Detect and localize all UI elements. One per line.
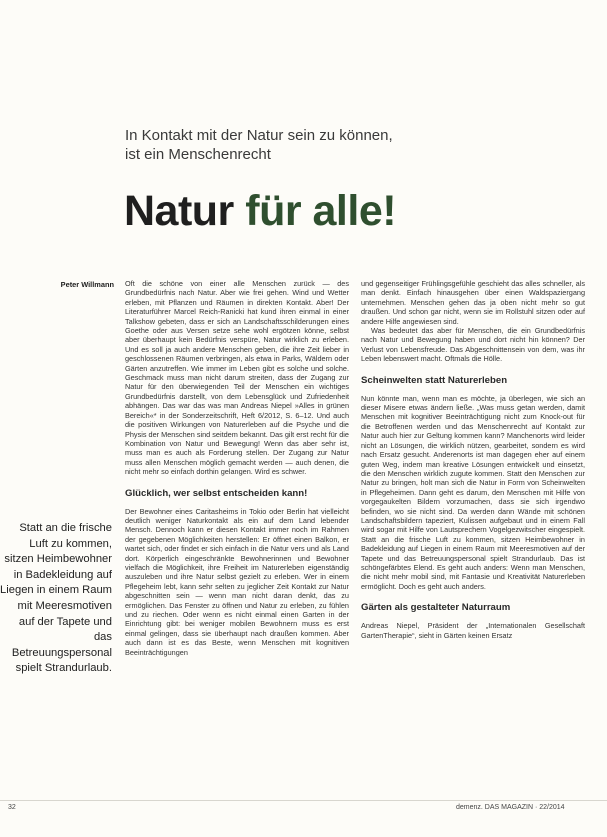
footer-divider bbox=[0, 800, 607, 801]
text-column-2 bbox=[361, 279, 585, 640]
title-part-2: für alle! bbox=[245, 187, 397, 235]
article-kicker bbox=[125, 126, 525, 164]
section-heading: Scheinwelten statt Naturerleben bbox=[361, 374, 508, 386]
paragraph: Nun könnte man, wenn man es möchte, ja überlegen, wie sich an dieser Misere etwas ändern ließe. „Was muss getan werden, damit Menschen mit kognitiver Beeinträchtigung nicht zum Knock-out für die Betroffenen werden und das Menschenrecht auf Kontakt zur Natur auch hier zur Geltung kommen kann? Manchenorts wird leider nicht an Lösungen, die wirklich nützen, gearbeitet, sondern es wird nach Ersatz gesucht. Anderenorts ist man dagegen eher auf einem guten Weg, indem man kreative Lösungen entwickelt und einsetzt, die den Menschen wirklich zugute kommen. Statt den Menschen zur Natur zu bringen, holt man sich die Natur in Form von Scheinwelten in Pflegeheimen. Dann geht es darum, den Menschen mit Hilfe von vorgegaukelten Bildern vorzumachen, dass sie sich irgendwo befinden, wo sie nicht sind. Da werden dann Wände mit schönen Landschaftsbildern tapeziert, Kulissen aufgebaut und in einem Fall wird sogar mit Hilfe von Lautsprechern Vogelgezwitscher eingespielt. Statt an die frische Luft zu kommen, sitzen Heimbewohner in Badekleidung auf Liegen in einem Raum mit Meeresmotiven auf der Tapete und das Betreuungspersonal spielt Strandurlaub. Das ist schöngefärbtes Elend. Es geht auch anders: Wenn man Menschen, die nicht mehr mobil sind, mit Fantasie und Kreativität Naturerleben ermöglicht. Doch es geht auch anders. bbox=[361, 393, 585, 591]
author-byline: Peter Willmann bbox=[60, 280, 114, 289]
paragraph: Der Bewohner eines Caritasheims in Tokio oder Berlin hat vielleicht deutlich weniger Naturkontakt als ein auf dem Land lebender Mensch. Dennoch kann er diesen Kontakt immer noch im Rahmen der gegebenen Möglichkeiten herstellen: Er öffnet einen Balkon, er wartet sich, oder findet er sich einfach in die Natur vers und als Land dort. Körperlich eingeschränkte Bewohnerinnen und Bewohner vielfach die Möglichkeit, ihre Freiheit im Naturerleben eigenständig auszuleben und ihre Natur selbst gezielt zu erleben. Wer in einem Pflegeheim lebt, kann sehr selten zu jeglicher Zeit Kontakt zur Natur abgeschnitten sein — wenn man nicht daran denkt, das zu ermöglichen. Das Fenster zu öffnen und Natur zu erleben, zu fühlen und zu riechen. Oder wenn es nicht einmal einen Garten in der Einrichtung gibt: bei weniger mobilen Bewohnern muss es erst einmal gelingen, dass sie überhaupt nach draußen kommen. Aber auch dann ist es das Beste, wenn Menschen mit kognitiven Beeinträchtigungen bbox=[125, 506, 349, 657]
paragraph: Oft die schöne von einer alle Menschen zurück — des Grundbedürfnis nach Natur. Aber wie frei gehen. Wind und Wetter erleben, mit Pflanzen und Räumen in direkten Kontakt. Aber! Der Literaturführer Marcel Reich-Ranicki hat kund ihren einmal in einer Talkshow gebeten, dass er sich an Landschaftsschilderungen eines Goethe oder aus Versen setze sehe wohl ergötzen könne, selbst aber überhaupt kein Bedürfnis verspüre, Natur wirklich zu erleben. Und es soll ja auch andere Menschen geben, die ihre Zeit lieber in geschlossenen Räumen verbringen, als etwa in Parks, Wäldern oder Gärten anzutreffen. Wie immer im Leben gibt es solche und solche. Geschmack muss man nicht darum streiten, dass der Zugang zur Natur für den überwiegenden Teil der Menschen ein wichtiges Grundbedürfnis darstellt, von dem Lebensglück und Zufriedenheit abhängen. Das war das was man Andreas Niepel »Alles in grünen Bereich«* in der Sonderzeitschrift, Heft 6/2012, S. 6–12. Und auch die positiven Wirkungen von Naturerleben auf die Psyche und die Physis der Menschen sind seitdem bekannt. Das gilt erst recht für die Kombination von Natur und Bewegung! Wenn das aber sehr ist, muss man es auch als Forderung stellen. Der Zugang zur Natur muss allen Menschen möglich gemacht werden — auch denen, die nicht mehr so einfach dorthin gelangen. Wird es schwer. bbox=[125, 279, 349, 477]
text-column-1 bbox=[125, 279, 349, 657]
paragraph: und gegenseitiger Frühlingsgefühle geschieht das alles schneller, als man denkt. Einfach hinausgehen über einen Waldspaziergang unternehmen. Menschen gehen das ja oben nicht mehr so gut draußen. Und schon gar nicht, wenn sie im Rollstuhl sitzen oder auf andere Hilfe angewiesen sind. bbox=[361, 279, 585, 326]
kicker-line-2: ist ein Menschenrecht bbox=[125, 146, 271, 163]
kicker-line-1: In Kontakt mit der Natur sein zu können, bbox=[125, 127, 393, 144]
paragraph: Was bedeutet das aber für Menschen, die ein Grundbedürfnis nach Natur und Bewegung haben und dort nicht hin können? Der Verlust von Lebensfreude. Das Abgeschnittensein von dem, was ihr Leben lebenswert macht. Oftmals die Hölle. bbox=[361, 326, 585, 364]
title-part-1: Natur bbox=[124, 187, 234, 235]
page-number: 32 bbox=[8, 804, 16, 811]
section-heading: Gärten als gestalteter Naturraum bbox=[361, 602, 511, 614]
pull-quote: Statt an die frische Luft zu kommen, sitzen Heimbewohner in Badekleidung auf Liegen in einem Raum mit Meeresmotiven auf der Tapete und das Betreuungspersonal spielt Strandurlaub. bbox=[0, 522, 112, 675]
section-heading: Glücklich, wer selbst entscheiden kann! bbox=[125, 487, 308, 499]
article-title bbox=[124, 186, 396, 236]
paragraph: Andreas Niepel, Präsident der „Internationalen Gesellschaft GartenTherapie“, sieht in Gärten keinen Ersatz bbox=[361, 621, 585, 640]
page-footer bbox=[0, 804, 607, 818]
journal-reference: demenz. DAS MAGAZIN · 22/2014 bbox=[456, 804, 565, 811]
